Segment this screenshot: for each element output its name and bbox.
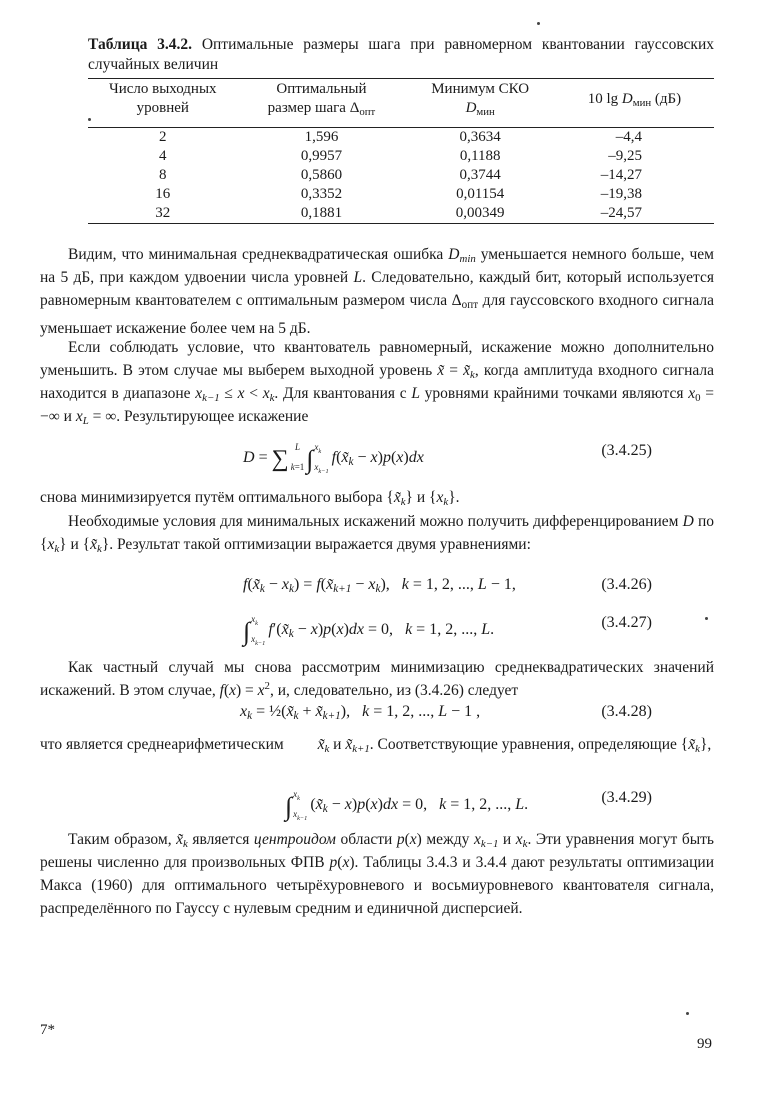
cell-mse: 0,3744	[459, 167, 501, 183]
paragraph-3: снова минимизируется путём оптимального выбора $\{x̃_k\}$ и $\{x_k\}$.	[40, 489, 460, 508]
table-caption-label: Таблица 3.4.2.	[88, 36, 193, 53]
scan-speck	[705, 617, 708, 620]
quantization-table	[88, 78, 714, 224]
scan-speck	[537, 22, 540, 25]
header-db: 10 $\lg D_{мин}$ (дБ)	[555, 79, 714, 128]
equation-3-4-28	[40, 703, 714, 733]
equation-number-3-4-28: (3.4.28)	[601, 703, 652, 720]
header-mse: Минимум СКО $D_{мин}$	[405, 79, 554, 128]
cell-mse: 0,00349	[405, 204, 554, 224]
cell-db: –19,38	[600, 186, 642, 202]
cell-step: 0,9957	[300, 148, 343, 164]
cell-db: –14,27	[600, 167, 642, 183]
cell-step: 1,596	[304, 129, 339, 145]
paragraph-6: что является среднеарифметическим $x̃_k$ и $x̃_{k+1}$. Соответствующие уравнения, определяющие $\{x̃_k\}$,	[40, 736, 712, 755]
paragraph-2: Если соблюдать условие, что квантователь равномерный, искажение можно дополнительно уменьшить. В этом случае мы выберем выходной уровень x̃ = $x̃_k$, когда амплитуда входного сигнала находится в диапазоне $x_{k-1} \le x < x_k$. Для квантования с L уровнями крайними точками являются $x_0$ = −∞ и $x_L$ = ∞. Результирующее искажение	[40, 339, 715, 427]
table-caption	[88, 35, 714, 75]
signature-mark: 7*	[40, 1022, 55, 1038]
cell-db: –4,4	[615, 129, 642, 145]
paragraph-5: Как частный случай мы снова рассмотрим минимизацию среднеквадратических значений искажений. В этом случае, $f(x) = x^2$, и, следовательно, из (3.4.26) следует	[40, 659, 714, 699]
cell-step: 0,3352	[300, 186, 343, 202]
paragraph-7: Таким образом, $x̃_k$ является центроидом области p(x) между $x_{k-1}$ и $x_k$. Эти уравнения могут быть решены численно для произвольных ФПВ p(x). Таблицы 3.4.3 и 3.4.4 дают результаты оптимизации Макса (1960) для оптимального четырёхуровневого и восьмиуровневого квантователя сигнала, распределённого по Гауссу с нулевым средним и единичной дисперсией.	[40, 831, 714, 917]
equation-number-3-4-29: (3.4.29)	[601, 789, 652, 806]
scan-speck	[88, 118, 91, 121]
header-step: Оптимальный размер шага $\Delta_{опт}$	[238, 79, 406, 128]
equation-3-4-25-body: D = ∑ L $k=1\int x_k$ $x_{k-1}f(x̃_k - x)p(x)dx$	[243, 442, 424, 475]
cell-mse: 0,3634	[459, 129, 501, 145]
cell-levels: 32	[88, 204, 238, 224]
header-levels: Число выходных уровней	[88, 79, 238, 128]
equation-3-4-29-body: $\int x_k$ $x_{k-1}(x̃_k - x)p(x)dx = 0$, k = 1, 2, ..., L.	[285, 789, 529, 822]
equation-3-4-25	[40, 442, 714, 475]
cell-step: 0,5860	[300, 167, 343, 183]
table-row	[88, 128, 714, 148]
table-header-row	[88, 79, 714, 128]
cell-levels: 4	[159, 148, 167, 164]
equation-number-3-4-26: (3.4.26)	[601, 576, 652, 593]
cell-mse: 0,01154	[456, 186, 505, 202]
table-row	[88, 204, 714, 224]
table-row	[88, 185, 714, 204]
cell-db: –9,25	[608, 148, 642, 164]
cell-levels: 16	[155, 186, 171, 202]
page-number: 99	[697, 1036, 712, 1052]
paragraph-4: Необходимые условия для минимальных искажений можно получить дифференцированием D по $\{x_k\}$ и $\{x̃_k\}$. Результат такой оптимизации выражается двумя уравнениями:	[40, 513, 715, 555]
equation-3-4-26	[40, 576, 714, 606]
equation-number-3-4-27: (3.4.27)	[601, 614, 652, 631]
equation-3-4-26-body: $f(x̃_k - x_k)$ = $f(x̃_{k+1} - x_k)$, k = 1, 2, ..., L − 1,	[243, 576, 516, 595]
table-caption-text: Оптимальные размеры шага при равномерном квантовании гауссовских случайных величин	[88, 36, 715, 73]
equation-3-4-27-body: $\int x_k$ $x_{k-1}f'(x̃_k - x)p(x)dx = 0$, k = 1, 2, ..., L.	[243, 614, 495, 647]
equation-3-4-27	[40, 614, 714, 647]
scan-speck	[686, 1012, 689, 1015]
equation-number-3-4-25: (3.4.25)	[601, 442, 652, 459]
table-row	[88, 166, 714, 185]
cell-db: –24,57	[555, 204, 714, 224]
cell-levels: 8	[159, 167, 167, 183]
cell-step: 0,1881	[238, 204, 406, 224]
paragraph-1: Видим, что минимальная среднеквадратическая ошибка $D_{min}$ уменьшается немного больше, чем на 5 дБ, при каждом удвоении числа уровней L. Следовательно, каждый бит, который используется равномерным квантователем с оптимальным размером числа Δопт для гауссовского входного сигнала уменьшает искажение более чем на 5 дБ.	[40, 246, 714, 337]
table-row	[88, 147, 714, 166]
cell-levels: 2	[159, 129, 167, 145]
equation-3-4-28-body: $x_k$ = $\frac{1}{2}(x̃_k$ + $x̃_{k+1}$), k = 1, 2, ..., L − 1 ,	[240, 703, 481, 722]
cell-mse: 0,1188	[459, 148, 501, 164]
equation-3-4-29	[40, 789, 714, 822]
